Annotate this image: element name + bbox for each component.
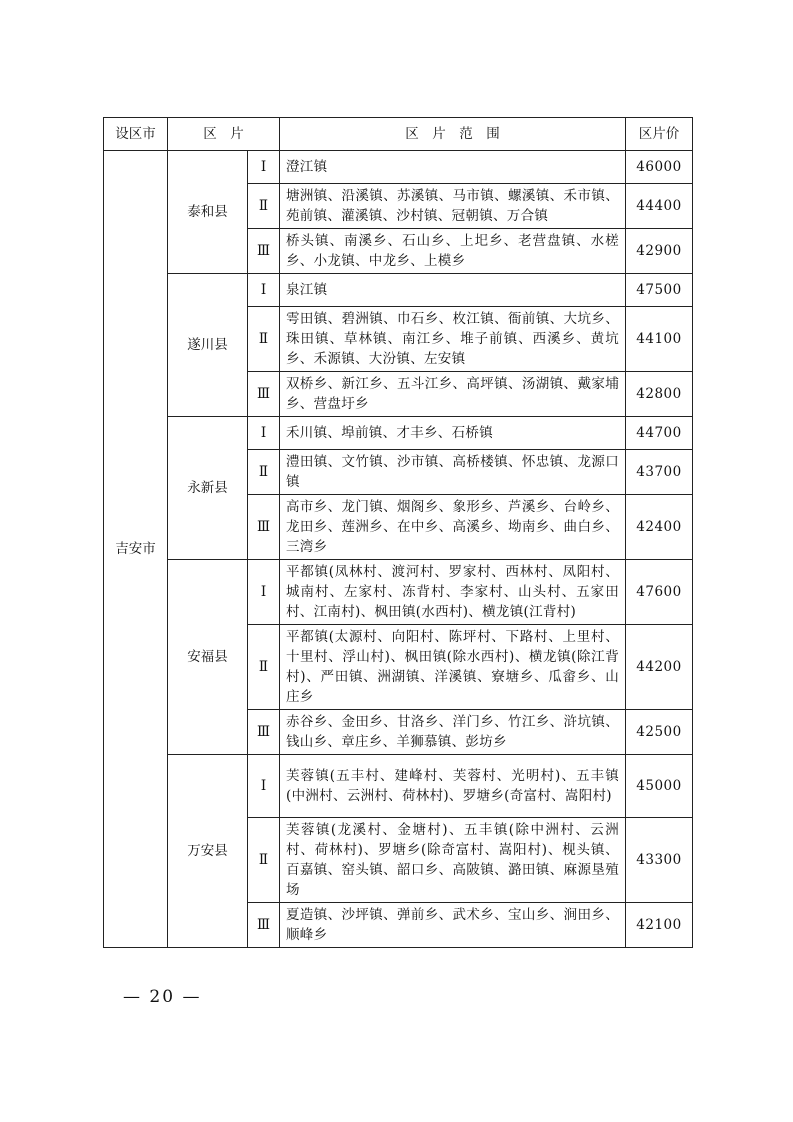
zone-level-cell: Ⅱ	[248, 450, 280, 495]
city-cell: 吉安市	[104, 151, 168, 948]
zone-price-cell: 44200	[626, 625, 693, 710]
zone-range-cell: 平都镇(太源村、向阳村、陈坪村、下路村、上里村、十里村、浮山村)、枫田镇(除水西村)、横龙镇(除江背村)、严田镇、洲湖镇、洋溪镇、寮塘乡、瓜畲乡、山庄乡	[280, 625, 626, 710]
header-range: 区 片 范 围	[280, 118, 626, 151]
zone-level-cell: Ⅲ	[248, 710, 280, 755]
header-price: 区片价	[626, 118, 693, 151]
county-cell: 泰和县	[168, 151, 248, 274]
zone-range-cell: 泉江镇	[280, 274, 626, 307]
zone-range-cell: 高市乡、龙门镇、烟阁乡、象形乡、芦溪乡、台岭乡、龙田乡、莲洲乡、在中乡、高溪乡、坳南乡、曲白乡、三湾乡	[280, 495, 626, 560]
zone-price-cell: 44100	[626, 307, 693, 372]
table-row	[104, 755, 693, 818]
zone-price-table	[103, 117, 693, 948]
county-cell: 遂川县	[168, 274, 248, 417]
zone-level-cell: Ⅲ	[248, 229, 280, 274]
table-row	[104, 417, 693, 450]
zone-price-cell: 43300	[626, 818, 693, 903]
header-city: 设区市	[104, 118, 168, 151]
zone-price-cell: 42500	[626, 710, 693, 755]
zone-range-cell: 芙蓉镇(龙溪村、金塘村)、五丰镇(除中洲村、云洲村、荷林村)、罗塘乡(除奇富村、嵩阳村)、枧头镇、百嘉镇、窑头镇、韶口乡、高陂镇、潞田镇、麻源垦殖场	[280, 818, 626, 903]
zone-price-cell: 44400	[626, 184, 693, 229]
page-number: — 20 —	[123, 987, 202, 1007]
table-body	[104, 151, 693, 948]
zone-level-cell: Ⅲ	[248, 903, 280, 948]
zone-price-cell: 44700	[626, 417, 693, 450]
zone-range-cell: 赤谷乡、金田乡、甘洛乡、洋门乡、竹江乡、浒坑镇、钱山乡、章庄乡、羊狮慕镇、彭坊乡	[280, 710, 626, 755]
zone-price-cell: 47500	[626, 274, 693, 307]
zone-level-cell: Ⅰ	[248, 274, 280, 307]
zone-price-cell: 46000	[626, 151, 693, 184]
table-row	[104, 560, 693, 625]
zone-price-cell: 42900	[626, 229, 693, 274]
zone-price-cell: 43700	[626, 450, 693, 495]
zone-range-cell: 澄江镇	[280, 151, 626, 184]
zone-range-cell: 平都镇(凤林村、渡河村、罗家村、西林村、凤阳村、城南村、左家村、冻背村、李家村、山头村、五家田村、江南村)、枫田镇(水西村)、横龙镇(江背村)	[280, 560, 626, 625]
table-row	[104, 274, 693, 307]
zone-level-cell: Ⅰ	[248, 755, 280, 818]
zone-range-cell: 禾川镇、埠前镇、才丰乡、石桥镇	[280, 417, 626, 450]
zone-range-cell: 双桥乡、新江乡、五斗江乡、高坪镇、汤湖镇、戴家埔乡、营盘圩乡	[280, 372, 626, 417]
zone-level-cell: Ⅱ	[248, 818, 280, 903]
zone-range-cell: 芙蓉镇(五丰村、建峰村、芙蓉村、光明村)、五丰镇(中洲村、云洲村、荷林村)、罗塘乡(奇富村、嵩阳村)	[280, 755, 626, 818]
zone-range-cell: 雩田镇、碧洲镇、巾石乡、枚江镇、衙前镇、大坑乡、珠田镇、草林镇、南江乡、堆子前镇、西溪乡、黄坑乡、禾源镇、大汾镇、左安镇	[280, 307, 626, 372]
county-cell: 永新县	[168, 417, 248, 560]
table-header-row	[104, 118, 693, 151]
zone-price-cell: 45000	[626, 755, 693, 818]
zone-level-cell: Ⅰ	[248, 151, 280, 184]
zone-level-cell: Ⅱ	[248, 625, 280, 710]
zone-level-cell: Ⅲ	[248, 372, 280, 417]
zone-level-cell: Ⅲ	[248, 495, 280, 560]
zone-range-cell: 澧田镇、文竹镇、沙市镇、高桥楼镇、怀忠镇、龙源口镇	[280, 450, 626, 495]
zone-level-cell: Ⅱ	[248, 184, 280, 229]
header-zone: 区 片	[168, 118, 280, 151]
zone-price-cell: 42800	[626, 372, 693, 417]
zone-range-cell: 夏造镇、沙坪镇、弹前乡、武术乡、宝山乡、涧田乡、顺峰乡	[280, 903, 626, 948]
zone-price-cell: 42100	[626, 903, 693, 948]
table-row	[104, 151, 693, 184]
county-cell: 安福县	[168, 560, 248, 755]
zone-range-cell: 桥头镇、南溪乡、石山乡、上圯乡、老营盘镇、水槎乡、小龙镇、中龙乡、上模乡	[280, 229, 626, 274]
zone-level-cell: Ⅰ	[248, 417, 280, 450]
zone-price-cell: 47600	[626, 560, 693, 625]
zone-level-cell: Ⅰ	[248, 560, 280, 625]
zone-level-cell: Ⅱ	[248, 307, 280, 372]
county-cell: 万安县	[168, 755, 248, 948]
zone-price-cell: 42400	[626, 495, 693, 560]
zone-range-cell: 塘洲镇、沿溪镇、苏溪镇、马市镇、螺溪镇、禾市镇、苑前镇、灌溪镇、沙村镇、冠朝镇、万合镇	[280, 184, 626, 229]
